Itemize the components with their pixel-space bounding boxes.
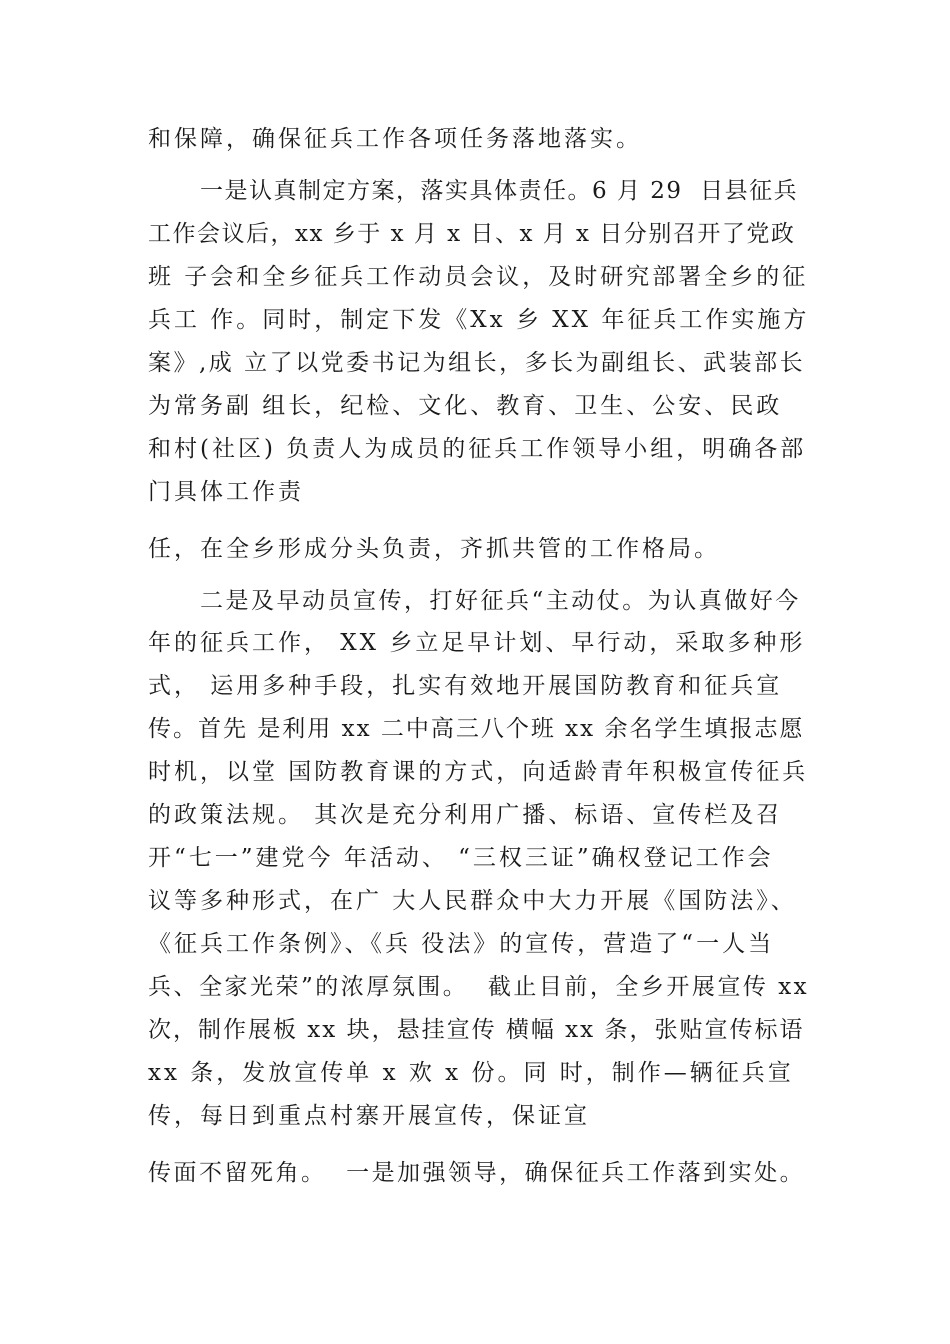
text-line: 案》,成 立了以党委书记为组长，多长为副组长、武装部长 [148,350,806,376]
text-line: 开“七一”建党今 年活动、 “三权三证”确权登记工作会 [148,845,774,871]
text-line: 议等多种形式，在广 大人民群众中大力开展《国防法》、 [148,888,797,914]
text-line: 《征兵工作条例》、《兵 役法》的宣传，营造了“一人当 [148,931,775,957]
text-line: 二是及早动员宣传，打好征兵“主动仗。为认真做好今 [200,588,801,614]
text-line: 传。首先 是利用 xx 二中高三八个班 xx 余名学生填报志愿 [148,716,805,742]
text-line: 传，每日到重点村寨开展宣传，保证宣 [148,1103,590,1129]
text-line: 年的征兵工作， XX 乡立足早计划、早行动，采取多种形 [148,630,806,656]
text-line: 一是认真制定方案，落实具体责任。6 月 29 日县征兵 [200,178,799,204]
text-line: 时机，以堂 国防教育课的方式，向适龄青年积极宣传征兵 [148,759,809,785]
text-line: 次，制作展板 xx 块，悬挂宣传 横幅 xx 条，张贴宣传标语 [148,1017,805,1043]
text-line: xx 条，发放宣传单 x 欢 x 份。同 时，制作—辆征兵宣 [148,1060,794,1086]
text-line: 门具体工作责 [148,479,304,505]
text-line: 为常务副 组长，纪检、文化、教育、卫生、公安、民政 [148,393,783,419]
text-line: 兵工 作。同时，制定下发《Xx 乡 XX 年征兵工作实施方 [148,307,810,333]
text-line: 班 子会和全乡征兵工作动员会议，及时研究部署全乡的征 [148,264,809,290]
text-line: 的政策法规。 其次是充分利用广播、标语、宣传栏及召 [148,802,783,828]
text-line: 传面不留死角。 一是加强领导，确保征兵工作落到实处。 [148,1160,806,1186]
text-line: 任，在全乡形成分头负责，齐抓共管的工作格局。 [148,536,720,562]
text-line: 和村(社区) 负责人为成员的征兵工作领导小组，明确各部 [148,436,807,462]
text-line: 兵、全家光荣”的浓厚氛围。 截止目前，全乡开展宣传 xx [148,974,810,1000]
text-line: 和保障，确保征兵工作各项任务落地落实。 [148,126,642,152]
text-line: 式， 运用多种手段，扎实有效地开展国防教育和征兵宣 [148,673,783,699]
text-line: 工作会议后，xx 乡于 x 月 x 日、x 月 x 日分别召开了党政 [148,221,796,247]
